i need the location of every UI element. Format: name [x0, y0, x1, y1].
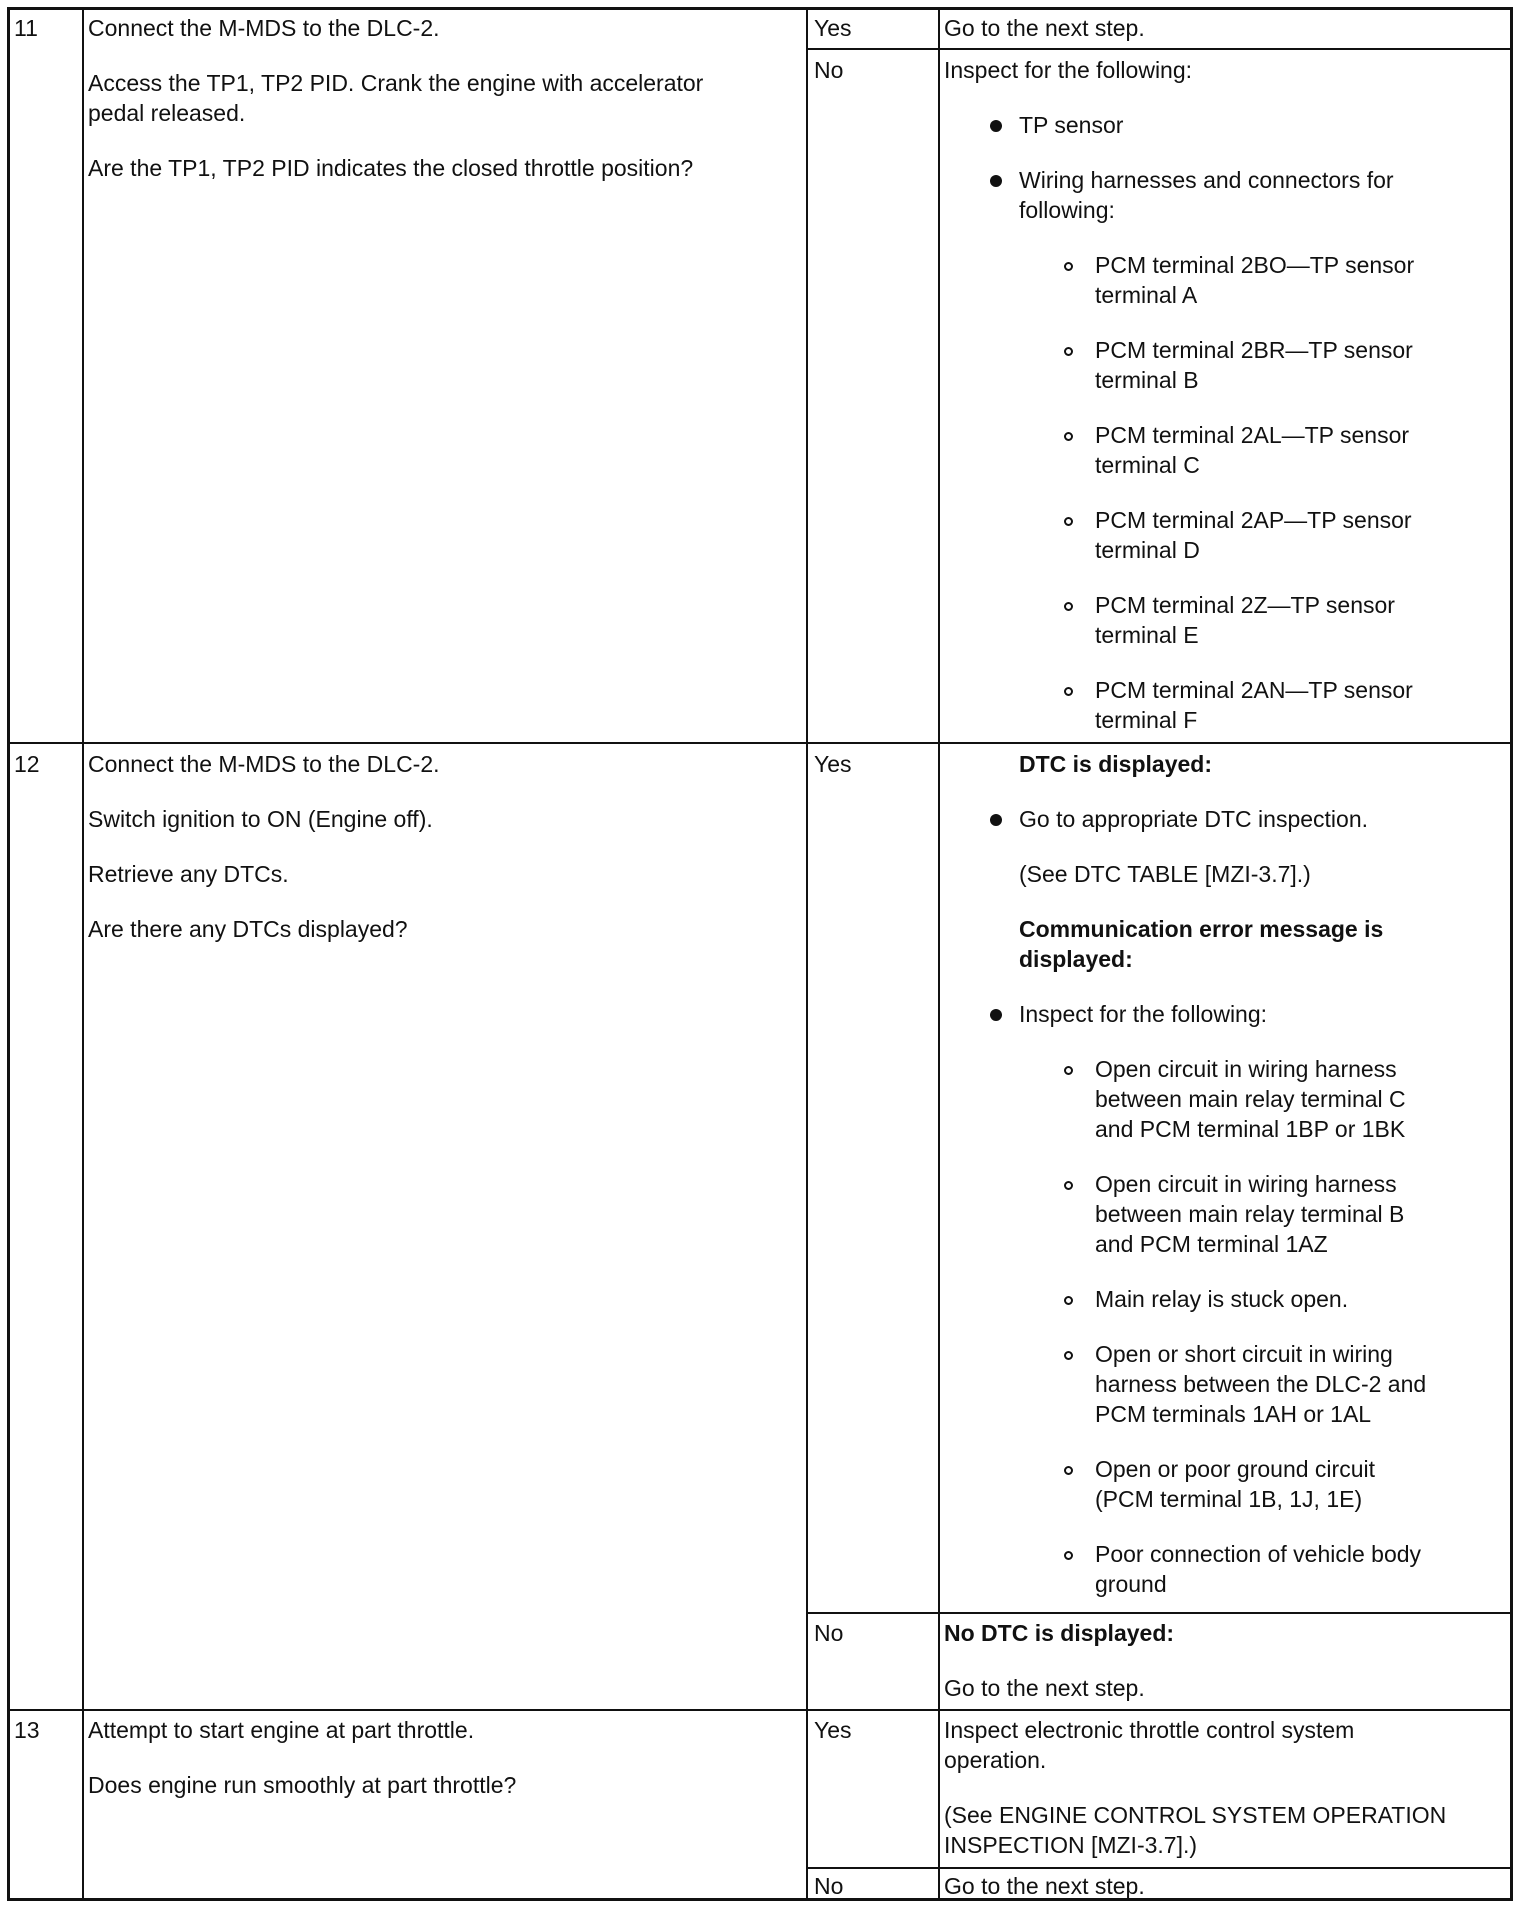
circle-bullet-icon [1064, 1551, 1073, 1560]
result-text: Go to the next step. [944, 1675, 1145, 1701]
subitem-text: PCM terminal 2AL—TP sensor [1095, 422, 1410, 448]
border-bottom [7, 1898, 1513, 1901]
result-text: operation. [944, 1747, 1047, 1773]
action-text: Connect the M-MDS to the DLC-2. [88, 15, 440, 41]
result-label-no: No [814, 1620, 844, 1646]
subitem-text: and PCM terminal 1AZ [1095, 1231, 1328, 1257]
subitem-text: Poor connection of vehicle body [1095, 1541, 1422, 1567]
bullet-icon [990, 120, 1002, 132]
action-text: Does engine run smoothly at part throttle? [88, 1772, 517, 1798]
action-text: pedal released. [88, 100, 246, 126]
subitem-text: PCM terminal 2Z—TP sensor [1095, 592, 1395, 618]
row-divider-11-12 [7, 742, 1513, 744]
subitem-text: terminal C [1095, 452, 1200, 478]
bullet-text: following: [1019, 197, 1115, 223]
action-text: Retrieve any DTCs. [88, 861, 289, 887]
action-text: Attempt to start engine at part throttle. [88, 1717, 475, 1743]
step-number: 12 [14, 751, 40, 777]
see-reference: INSPECTION [MZI-3.7].) [944, 1832, 1198, 1858]
result-divider-13 [806, 1867, 1513, 1869]
result-heading: Communication error message is [1019, 916, 1384, 942]
circle-bullet-icon [1064, 1066, 1073, 1075]
subitem-text: ground [1095, 1571, 1167, 1597]
bullet-text: Inspect for the following: [1019, 1001, 1268, 1027]
circle-bullet-icon [1064, 1351, 1073, 1360]
border-top [7, 7, 1513, 10]
subitem-text: and PCM terminal 1BP or 1BK [1095, 1116, 1406, 1142]
bullet-text: TP sensor [1019, 112, 1124, 138]
action-text: Access the TP1, TP2 PID. Crank the engine with accelerator [88, 70, 704, 96]
subitem-text: harness between the DLC-2 and [1095, 1371, 1427, 1397]
subitem-text: Open or short circuit in wiring [1095, 1341, 1393, 1367]
action-text: Are the TP1, TP2 PID indicates the closed throttle position? [88, 155, 694, 181]
circle-bullet-icon [1064, 602, 1073, 611]
subitem-text: terminal B [1095, 367, 1199, 393]
result-text: Inspect electronic throttle control system [944, 1717, 1355, 1743]
action-text: Switch ignition to ON (Engine off). [88, 806, 433, 832]
result-text: Go to the next step. [944, 15, 1145, 41]
result-divider-11 [806, 48, 1513, 50]
circle-bullet-icon [1064, 432, 1073, 441]
circle-bullet-icon [1064, 1181, 1073, 1190]
result-text: Inspect for the following: [944, 57, 1193, 83]
border-left [7, 7, 10, 1901]
result-label-no: No [814, 57, 844, 83]
circle-bullet-icon [1064, 517, 1073, 526]
col-divider-step [82, 7, 84, 1901]
result-heading: DTC is displayed: [1019, 751, 1212, 777]
subitem-text: terminal E [1095, 622, 1199, 648]
subitem-text: (PCM terminal 1B, 1J, 1E) [1095, 1486, 1363, 1512]
subitem-text: PCM terminal 2AN—TP sensor [1095, 677, 1413, 703]
subitem-text: between main relay terminal C [1095, 1086, 1406, 1112]
subitem-text: Open or poor ground circuit [1095, 1456, 1375, 1482]
result-label-yes: Yes [814, 15, 852, 41]
bullet-icon [990, 175, 1002, 187]
step-number: 13 [14, 1717, 40, 1743]
row-divider-12-13 [7, 1709, 1513, 1711]
step-number: 11 [14, 15, 38, 41]
bullet-icon [990, 1009, 1002, 1021]
subitem-text: terminal A [1095, 282, 1198, 308]
circle-bullet-icon [1064, 347, 1073, 356]
result-label-yes: Yes [814, 751, 852, 777]
subitem-text: terminal F [1095, 707, 1198, 733]
subitem-text: Main relay is stuck open. [1095, 1286, 1349, 1312]
subitem-text: Open circuit in wiring harness [1095, 1056, 1397, 1082]
action-text: Are there any DTCs displayed? [88, 916, 408, 942]
subitem-text: PCM terminal 2BR—TP sensor [1095, 337, 1413, 363]
subitem-text: terminal D [1095, 537, 1200, 563]
circle-bullet-icon [1064, 687, 1073, 696]
result-divider-12 [806, 1612, 1513, 1614]
circle-bullet-icon [1064, 1296, 1073, 1305]
see-reference: (See ENGINE CONTROL SYSTEM OPERATION [944, 1802, 1447, 1828]
subitem-text: PCM terminals 1AH or 1AL [1095, 1401, 1372, 1427]
subitem-text: between main relay terminal B [1095, 1201, 1405, 1227]
col-divider-result [938, 7, 940, 1901]
result-label-no: No [814, 1873, 844, 1899]
bullet-text: Wiring harnesses and connectors for [1019, 167, 1394, 193]
bullet-icon [990, 814, 1002, 826]
see-reference: (See DTC TABLE [MZI-3.7].) [1019, 861, 1311, 887]
border-right [1510, 7, 1513, 1901]
subitem-text: PCM terminal 2AP—TP sensor [1095, 507, 1412, 533]
subitem-text: Open circuit in wiring harness [1095, 1171, 1397, 1197]
bullet-text: Go to appropriate DTC inspection. [1019, 806, 1369, 832]
col-divider-action [806, 7, 808, 1901]
result-heading: No DTC is displayed: [944, 1620, 1175, 1646]
subitem-text: PCM terminal 2BO—TP sensor [1095, 252, 1415, 278]
action-text: Connect the M-MDS to the DLC-2. [88, 751, 440, 777]
circle-bullet-icon [1064, 262, 1073, 271]
result-heading: displayed: [1019, 946, 1133, 972]
result-text: Go to the next step. [944, 1873, 1145, 1899]
circle-bullet-icon [1064, 1466, 1073, 1475]
result-label-yes: Yes [814, 1717, 852, 1743]
